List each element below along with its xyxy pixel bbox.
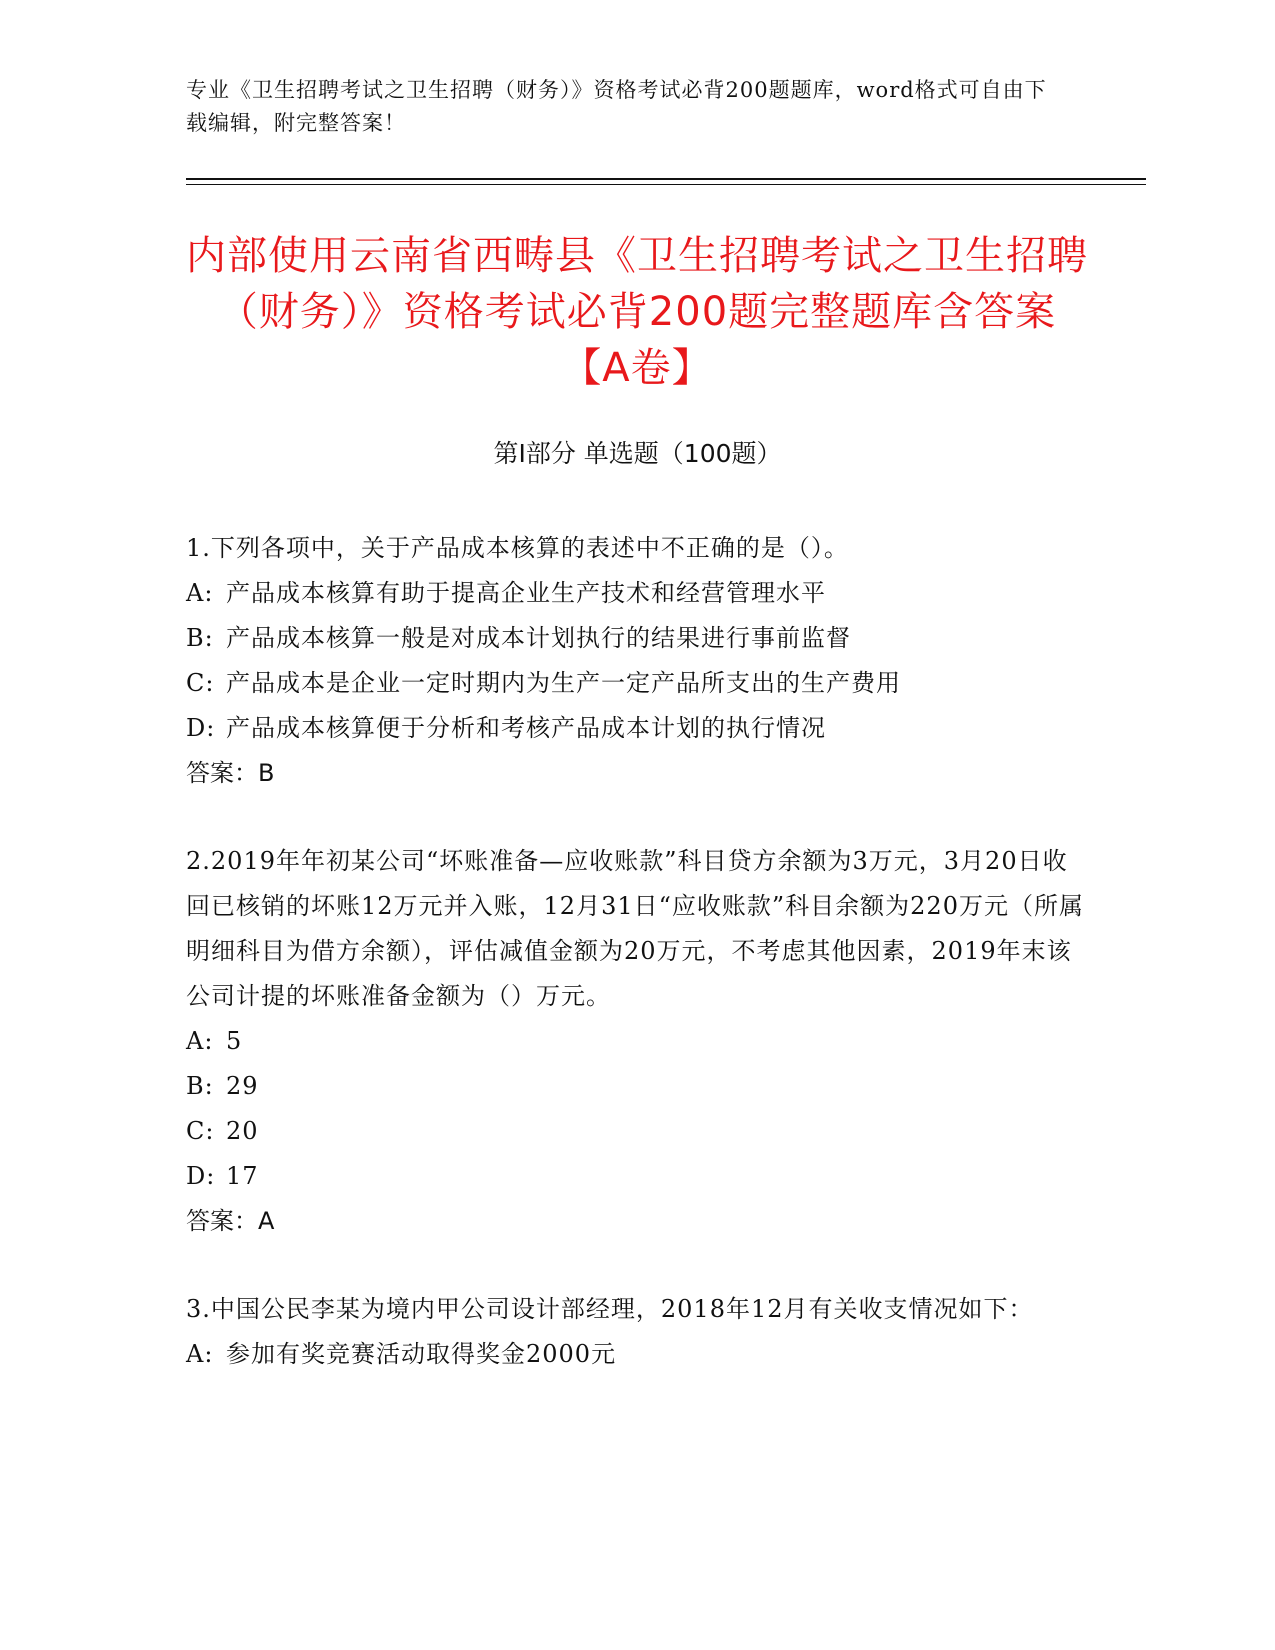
option-letter: C: — [186, 669, 215, 697]
option-text: 5 — [226, 1027, 243, 1055]
option-c — [186, 1109, 1086, 1154]
section-heading: 第I部分 单选题（100题） — [493, 439, 782, 468]
question-3 — [186, 1287, 1086, 1377]
question-text: 1.下列各项中，关于产品成本核算的表述中不正确的是（）。 — [186, 534, 849, 562]
option-text: 参加有奖竞赛活动取得奖金2000元 — [226, 1340, 617, 1368]
option-text: 17 — [226, 1162, 259, 1190]
question-text: 2.2019年年初某公司“坏账准备—应收账款”科目贷方余额为3万元，3月20日收回已核销的坏账12万元并入账，12月31日“应收账款”科目余额为220万元（所属明细科目为借方余额），评估减值金额为20万元，不考虑其他因素，2019年末该公司计提的坏账准备金额为（）万元。 — [186, 847, 1084, 1010]
option-letter: C: — [186, 1117, 215, 1145]
option-a — [186, 1019, 1086, 1064]
question-1 — [186, 526, 1086, 796]
document-title: 内部使用云南省西畴县《卫生招聘考试之卫生招聘（财务）》资格考试必背200题完整题库含答案【A卷】 — [186, 233, 1088, 391]
question-text: 3.中国公民李某为境内甲公司设计部经理，2018年12月有关收支情况如下： — [186, 1295, 1034, 1323]
header-rule-thin — [186, 184, 1146, 185]
option-a — [186, 571, 1086, 616]
option-c — [186, 661, 1086, 706]
option-text: 20 — [226, 1117, 259, 1145]
option-d — [186, 706, 1086, 751]
question-2 — [186, 839, 1086, 1244]
option-b — [186, 616, 1086, 661]
option-letter: A: — [186, 1027, 214, 1055]
option-letter: B: — [186, 1072, 214, 1100]
option-letter: A: — [186, 1340, 214, 1368]
option-letter: D: — [186, 1162, 216, 1190]
option-d — [186, 1154, 1086, 1199]
option-text: 产品成本核算有助于提高企业生产技术和经营管理水平 — [226, 579, 826, 607]
question-list — [186, 526, 1086, 1420]
option-letter: A: — [186, 579, 214, 607]
option-text: 产品成本是企业一定时期内为生产一定产品所支出的生产费用 — [226, 669, 901, 697]
option-text: 产品成本核算一般是对成本计划执行的结果进行事前监督 — [226, 624, 851, 652]
option-text: 29 — [226, 1072, 259, 1100]
option-b — [186, 1064, 1086, 1109]
option-letter: D: — [186, 714, 216, 742]
answer: 答案：A — [186, 1207, 275, 1235]
option-text: 产品成本核算便于分析和考核产品成本计划的执行情况 — [226, 714, 826, 742]
answer: 答案：B — [186, 759, 275, 787]
option-a — [186, 1332, 1086, 1377]
header-note: 专业《卫生招聘考试之卫生招聘（财务）》资格考试必背200题题库，word格式可自由下载编辑，附完整答案！ — [186, 78, 1047, 135]
option-letter: B: — [186, 624, 214, 652]
header-rule-thick — [186, 178, 1146, 180]
